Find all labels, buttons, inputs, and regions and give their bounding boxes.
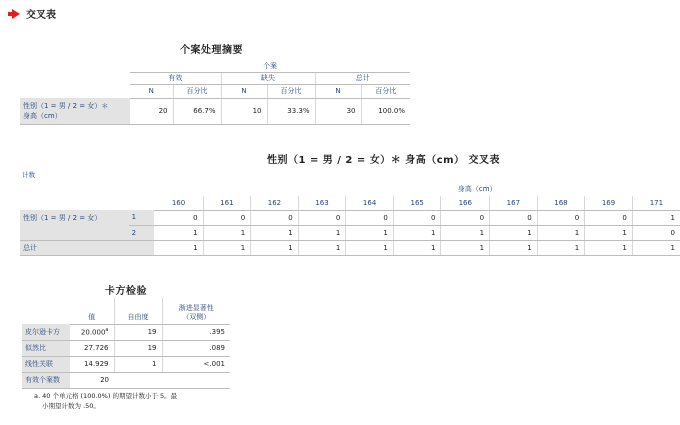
crosstab-cell: 1 <box>251 225 299 240</box>
crosstab-cell: 0 <box>490 210 538 225</box>
crosstab-count-label: 计数 <box>22 171 35 179</box>
crosstab-cell: 1 <box>585 240 633 255</box>
chisq-table <box>22 298 230 389</box>
chisq-df: 19 <box>114 340 162 356</box>
crosstab-cell: 0 <box>441 210 490 225</box>
summary-row-label: 性别（1 = 男 / 2 = 女）＊ 身高（cm） <box>20 98 130 124</box>
output-header <box>6 6 56 21</box>
crosstab-cell: 1 <box>632 240 680 255</box>
crosstab-cell: 1 <box>441 240 490 255</box>
crosstab-col-header: 160 <box>154 196 203 210</box>
crosstab-row1-label: 1 <box>129 210 155 225</box>
crosstab-cell: 0 <box>251 210 299 225</box>
chisq-sig: .395 <box>162 324 230 340</box>
summary-group-valid: 有效 <box>130 72 221 84</box>
crosstab-total-label: 总计 <box>20 240 154 255</box>
summary-subheader: 百分比 <box>267 84 315 98</box>
crosstab-col-header: 167 <box>490 196 538 210</box>
crosstab-cell: 1 <box>632 210 680 225</box>
chisq-title: 卡方检验 <box>105 286 147 297</box>
summary-subheader: 百分比 <box>361 84 410 98</box>
crosstab-cell: 0 <box>154 210 203 225</box>
summary-subheader: N <box>221 84 267 98</box>
summary-subheader: N <box>130 84 173 98</box>
crosstab-col-header: 165 <box>393 196 441 210</box>
crosstab-cell: 1 <box>441 225 490 240</box>
crosstab-cell: 1 <box>393 225 441 240</box>
page-title: 交叉表 <box>26 10 56 21</box>
crosstab-cell: 1 <box>393 240 441 255</box>
summary-cell: 100.0% <box>361 98 410 124</box>
crosstab-cell: 0 <box>346 210 394 225</box>
crosstab-col-header: 164 <box>346 196 394 210</box>
crosstab-cell: 1 <box>154 240 203 255</box>
crosstab-cell: 1 <box>346 225 394 240</box>
crosstab-col-header: 161 <box>203 196 251 210</box>
crosstab-col-header: 163 <box>298 196 346 210</box>
crosstab-cell: 0 <box>298 210 346 225</box>
crosstab-cell: 1 <box>346 240 394 255</box>
chisq-df: 19 <box>114 324 162 340</box>
chisq-footnote: a. 40 个单元格 (100.0%) 的期望计数小于 5。最 小期望计数为 .50。 <box>34 392 178 410</box>
crosstab-cell: 1 <box>585 225 633 240</box>
arrow-right-icon <box>12 9 20 19</box>
crosstab-cell: 1 <box>537 240 585 255</box>
crosstab-cell: 0 <box>393 210 441 225</box>
chisq-header-value: 值 <box>70 298 114 324</box>
chisq-row-label: 线性关联 <box>22 356 70 372</box>
summary-cell: 10 <box>221 98 267 124</box>
chisq-header-sig: 渐进显著性 （双侧） <box>162 298 230 324</box>
crosstab-cell: 0 <box>585 210 633 225</box>
crosstab-cell: 1 <box>203 240 251 255</box>
summary-subheader: N <box>315 84 361 98</box>
summary-cell: 20 <box>130 98 173 124</box>
crosstab-cell: 0 <box>537 210 585 225</box>
crosstab-cell: 1 <box>537 225 585 240</box>
crosstab-col-header: 162 <box>251 196 299 210</box>
summary-title: 个案处理摘要 <box>180 45 243 56</box>
summary-cell: 30 <box>315 98 361 124</box>
crosstab-table <box>20 182 680 256</box>
chisq-value: 20.000$^a$ <box>70 324 114 340</box>
crosstab-title: 性别（1 = 男 / 2 = 女）＊ 身高（cm） 交叉表 <box>267 155 501 166</box>
crosstab-cell: 1 <box>298 225 346 240</box>
case-summary-table <box>20 60 410 125</box>
crosstab-cell: 1 <box>203 225 251 240</box>
crosstab-col-header: 169 <box>585 196 633 210</box>
crosstab-cell: 1 <box>154 225 203 240</box>
chisq-row-label: 皮尔逊卡方 <box>22 324 70 340</box>
crosstab-col-group: 身高（cm） <box>457 185 497 193</box>
summary-subheader: 百分比 <box>173 84 221 98</box>
chisq-header-df: 自由度 <box>114 298 162 324</box>
chisq-df: 1 <box>114 356 162 372</box>
chisq-sig: .089 <box>162 340 230 356</box>
summary-group-header: 个案 <box>130 60 410 72</box>
chisq-row-label: 有效个案数 <box>22 372 70 388</box>
chisq-value: 14.929 <box>70 356 114 372</box>
crosstab-cell: 0 <box>203 210 251 225</box>
crosstab-cell: 1 <box>490 225 538 240</box>
chisq-value: 27.726 <box>70 340 114 356</box>
crosstab-cell: 1 <box>298 240 346 255</box>
crosstab-cell: 1 <box>251 240 299 255</box>
chisq-row-label: 似然比 <box>22 340 70 356</box>
crosstab-col-header: 171 <box>632 196 680 210</box>
chisq-sig: <.001 <box>162 356 230 372</box>
crosstab-row2-label: 2 <box>129 225 155 240</box>
crosstab-cell: 1 <box>490 240 538 255</box>
crosstab-col-header: 168 <box>537 196 585 210</box>
chisq-value: 20 <box>70 372 114 388</box>
crosstab-col-header: 166 <box>441 196 490 210</box>
crosstab-row-group: 性别（1 = 男 / 2 = 女） <box>20 210 129 225</box>
summary-group-total: 总计 <box>315 72 410 84</box>
summary-cell: 66.7% <box>173 98 221 124</box>
summary-group-missing: 缺失 <box>221 72 315 84</box>
crosstab-cell: 0 <box>632 225 680 240</box>
summary-cell: 33.3% <box>267 98 315 124</box>
